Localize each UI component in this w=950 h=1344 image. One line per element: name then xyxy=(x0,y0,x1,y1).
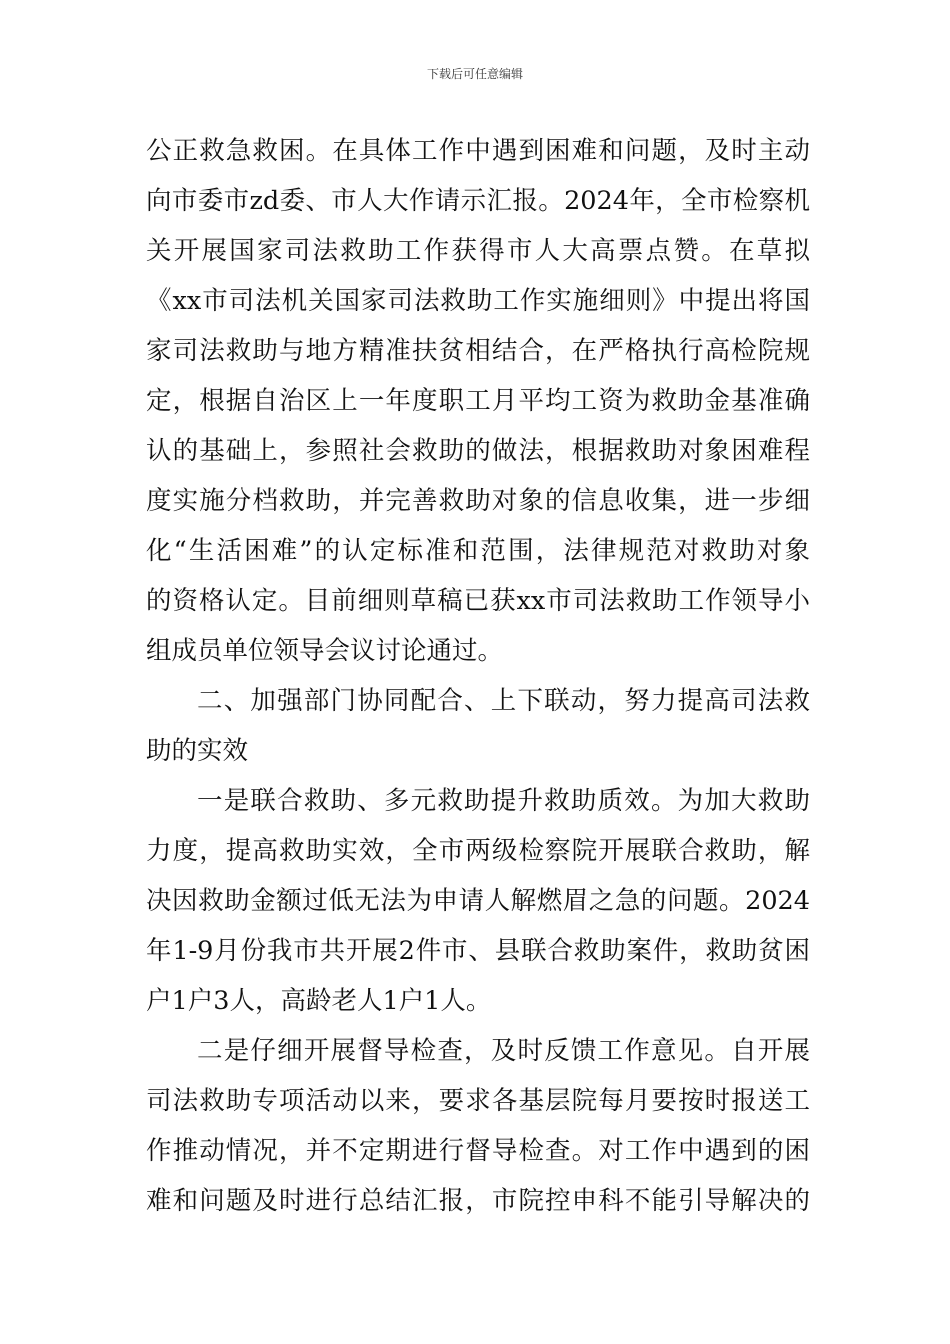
body-line: 组成员单位领导会议讨论通过。 xyxy=(146,636,504,666)
body-line: 的资格认定。目前细则草稿已获xx市司法救助工作领导小 xyxy=(146,586,810,616)
body-line: 关开展国家司法救助工作获得市人大高票点赞。在草拟 xyxy=(146,236,810,266)
section-heading-line: 二、加强部门协同配合、上下联动，努力提高司法救 xyxy=(197,686,810,716)
body-line: 力度，提高救助实效，全市两级检察院开展联合救助，解 xyxy=(146,836,810,866)
body-line: 决因救助金额过低无法为申请人解燃眉之急的问题。2024 xyxy=(146,886,810,916)
body-line: 公正救急救困。在具体工作中遇到困难和问题，及时主动 xyxy=(146,136,810,166)
body-line: 户1户3人，高龄老人1户1人。 xyxy=(146,986,492,1016)
body-line: 一是联合救助、多元救助提升救助质效。为加大救助 xyxy=(197,786,810,816)
body-line: 难和问题及时进行总结汇报，市院控申科不能引导解决的 xyxy=(146,1186,810,1216)
page-header-note: 下载后可任意编辑 xyxy=(426,67,523,81)
body-line: 作推动情况，并不定期进行督导检查。对工作中遇到的困 xyxy=(146,1136,810,1166)
body-line: 向市委市zd委、市人大作请示汇报。2024年，全市检察机 xyxy=(146,186,810,216)
body-line: 度实施分档救助，并完善救助对象的信息收集，进一步细 xyxy=(146,486,810,516)
body-line: 家司法救助与地方精准扶贫相结合，在严格执行高检院规 xyxy=(146,336,810,366)
body-line: 年1-9月份我市共开展2件市、县联合救助案件，救助贫困 xyxy=(146,936,810,966)
body-line: 定，根据自治区上一年度职工月平均工资为救助金基准确 xyxy=(146,386,810,416)
body-line: 《xx市司法机关国家司法救助工作实施细则》中提出将国 xyxy=(146,286,810,316)
body-line: 认的基础上，参照社会救助的做法，根据救助对象困难程 xyxy=(146,436,810,466)
body-line: 二是仔细开展督导检查，及时反馈工作意见。自开展 xyxy=(197,1036,810,1066)
body-line: 司法救助专项活动以来，要求各基层院每月要按时报送工 xyxy=(146,1086,810,1116)
section-heading-line: 助的实效 xyxy=(146,736,249,766)
body-line: 化“生活困难”的认定标准和范围，法律规范对救助对象 xyxy=(146,536,810,566)
